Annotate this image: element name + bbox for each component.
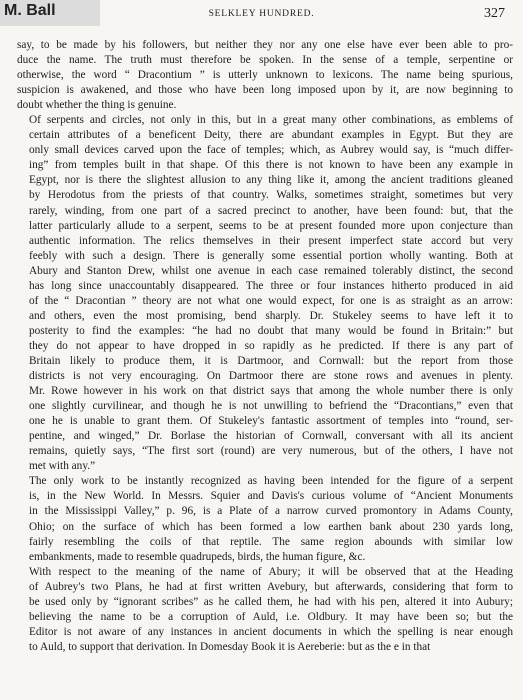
text-line: The only work to be instantly recognized as having been intended for the figure of a serpent [29, 475, 513, 488]
text-line: rarely, winding, from one part of a sacred precinct to another, have been found: but, that the [29, 204, 513, 217]
text-line: by Herodotus from the priests of that country. Walks, sometimes straight, sometimes but very [29, 189, 513, 202]
text-line: believing the name to be a corruption of Auld, i.e. Oldbury. It may have been so; but the [29, 610, 513, 623]
body-text [17, 38, 513, 655]
text-line: With respect to the meaning of the name of Abury; it will be observed that at the Heading [29, 565, 513, 578]
text-line: ing” from temples built in that shape. Of this there is not known to have been any example in [29, 159, 513, 172]
text-line: duce the name. The truth must therefore be spoken. In the sense of a temple, serpentine or [17, 54, 513, 67]
text-line: pentine, and winged,” Dr. Borlase the historian of Cornwall, conversant with all its ancient [29, 430, 513, 443]
running-head: SELKLEY HUNDRED. [208, 9, 315, 19]
paragraph [17, 38, 513, 113]
text-line: Editor is not aware of any instances in ancient documents in which the spelling is near enough [29, 625, 513, 638]
page-header [0, 8, 523, 24]
text-line: remains, quietly says, “The first sort (round) are very numerous, but of the others, I have not [29, 445, 513, 458]
text-line: of Aubrey's two Plans, he had at first written Avebury, but afterwards, considering that form to [29, 580, 513, 593]
paragraph [17, 565, 513, 655]
text-line: in the Mississippi Valley,” p. 96, is a Plate of a narrow curved promontory in Adams County, [29, 505, 513, 518]
text-line: Egypt, nor is there the slightest allusion to any thing like it, among the ancient traditions gleaned [29, 174, 513, 187]
text-line: be used only by “ignorant scribes” as he called them, he had with his pen, altered it into Aubury; [29, 595, 513, 608]
text-line: one slightly curvilinear, and though he is not unwilling to befriend the “Dracontians,” even that [29, 400, 513, 413]
page-number: 327 [484, 6, 505, 21]
text-line: otherwise, the word “ Dracontium ” is utterly unknown to lexicons. The name being spurious, [17, 69, 513, 82]
text-line: certain attributes of a beneficent Deity, there are abundant examples in Egypt. But they are [29, 129, 513, 142]
text-line: Britain likely to produce them, it is Dartmoor, and Cornwall: but the report from those [29, 354, 513, 367]
text-line: Mr. Rowe however in his work on that district says that among the whole number there is only [29, 385, 513, 398]
paragraph [17, 474, 513, 564]
text-line: they do not appear to have dropped in so rapidly as he predicted. If there is any part of [29, 339, 513, 352]
text-line: doubt whether the thing is genuine. [17, 99, 177, 112]
text-line: embankments, made to resemble quadrupeds, birds, the human figure, &c. [29, 550, 366, 563]
text-line: and others, even the most promising, bend sharply. Dr. Stukeley seems to have left it to [29, 309, 513, 322]
text-line: say, to be made by his followers, but neither they nor any one else have ever been able to pro- [17, 39, 513, 51]
text-line: has long since unaccountably disappeared. The three or four instances hitherto produced in aid [29, 279, 513, 292]
text-line: only small devices carved upon the face of temples; which, as Aubrey would say, is “much differ- [29, 144, 513, 157]
text-line: feebly with such a design. There is generally some essential portion wholly wanting. Both at [29, 249, 513, 262]
text-line: suspicion is awakened, and those who have been long imposed upon by it, are now beginning to [17, 84, 513, 97]
text-line: Abury and Stanton Drew, whilst one avenue in each case remained tolerably distinct, the second [29, 264, 513, 277]
stamp-text: M. Ball [4, 2, 56, 19]
text-line: districts is not very encouraging. On Dartmoor there are stone rows and avenues in plenty. [29, 370, 513, 383]
text-line: to Auld, to support that derivation. In Domesday Book it is Aereberie: but as the e in that [29, 640, 431, 653]
text-line: met with any.” [29, 460, 96, 473]
text-line: is, in the New World. In Messrs. Squier and Davis's curious volume of “Ancient Monuments [29, 490, 513, 503]
text-line: fairly resembling the coils of that reptile. The same region abounds with similar low [29, 535, 513, 548]
text-line: Of serpents and circles, not only in this, but in a great many other combinations, as emblems of [29, 114, 513, 127]
text-line: one he is unable to grant them. Of Stukeley's fantastic assortment of temples into “round, ser- [29, 415, 513, 428]
text-line: authentic information. The relics themselves in their present imperfect state accord but very [29, 234, 513, 247]
text-line: of the “ Dracontian ” theory are not what one would expect, for one is as straight as an arrow: [29, 294, 513, 307]
text-line: latter particularly allude to a serpent, seems to be at present founded more upon conjecture than [29, 219, 513, 232]
text-line: Ohio; on the surface of which has been formed a low earthen bank about 230 yards long, [29, 520, 513, 533]
text-line: posterity to find the examples: “he had no doubt that many would be found in Britain:” but [29, 324, 513, 337]
paragraph [17, 113, 513, 474]
